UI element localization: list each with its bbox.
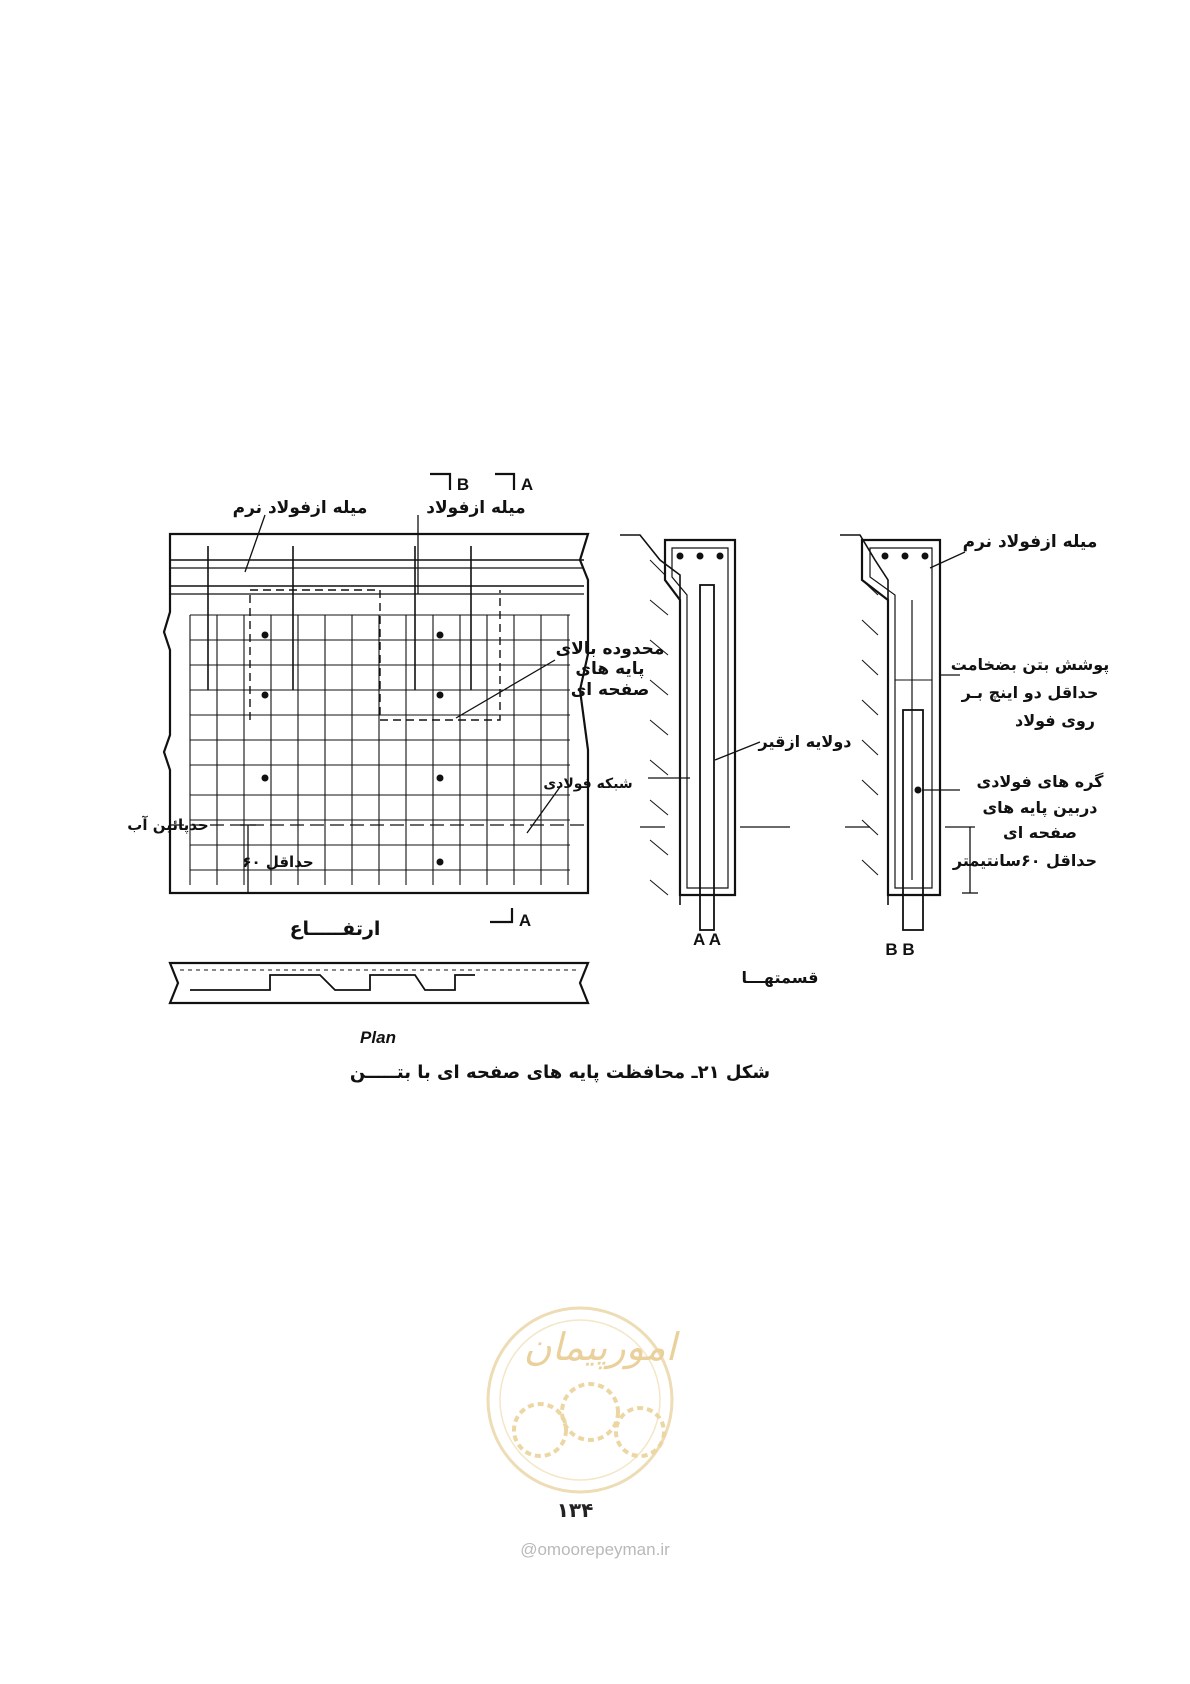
label-mild-steel-bar: میله ازفولاد نرم — [232, 498, 368, 518]
label-tar-layers: دولایه ازقیر — [758, 732, 852, 751]
section-bb-label: B B — [885, 940, 915, 959]
plan-view — [170, 963, 588, 1003]
plan-title: Plan — [360, 1028, 396, 1047]
label-cover-1: پوشش بتن بضخامت — [950, 655, 1110, 674]
elevation-title: ارتفـــــاع — [289, 918, 381, 940]
figure-caption: شکل ۲۱ـ محافظت پایه های صفحه ای با بتـــــن — [349, 1062, 771, 1083]
plan-outline — [170, 963, 588, 1003]
label-min-cm: حداقل ۶۰سانتیمتر — [952, 851, 1098, 870]
label-steel-mesh: شبکه فولادی — [543, 776, 633, 792]
label-top-limit-3: صفحه ای — [570, 680, 650, 700]
label-top-limit-1: محدوده بالای — [555, 639, 665, 659]
sections-title: قسمتهـــا — [741, 968, 819, 987]
section-bb-view — [840, 535, 978, 930]
label-ties-1: گره های فولادی — [976, 772, 1104, 791]
elevation-view — [164, 474, 588, 922]
page-number: ۱۳۴ — [556, 1498, 594, 1522]
section-marker-a: A — [520, 475, 534, 494]
label-top-limit-2: پایه های — [575, 659, 645, 679]
label-cover-2: حداقل دو اینچ بـر — [961, 683, 1099, 702]
watermark-seal — [488, 1308, 681, 1492]
section-aa-label: A A — [692, 930, 722, 949]
label-cover-3: روی فولاد — [1014, 711, 1096, 730]
section-marker-a-bottom: A — [518, 911, 532, 930]
watermark-url: @omoorepeyman.ir — [520, 1540, 670, 1559]
section-marker-b: B — [456, 475, 470, 494]
label-steel-bar: میله ازفولاد — [426, 498, 526, 518]
seal-logo-text: امورپیمان — [523, 1325, 677, 1369]
elevation-frame — [164, 534, 588, 893]
label-ties-3: صفحه ای — [1003, 823, 1077, 842]
label-ties-2: دربین پایه های — [982, 798, 1098, 817]
label-mild-steel-bb: میله ازفولاد نرم — [962, 532, 1098, 552]
label-min-60: حداقل ۶۰ — [242, 853, 314, 871]
label-low-water: حدپائین آب — [127, 816, 209, 834]
